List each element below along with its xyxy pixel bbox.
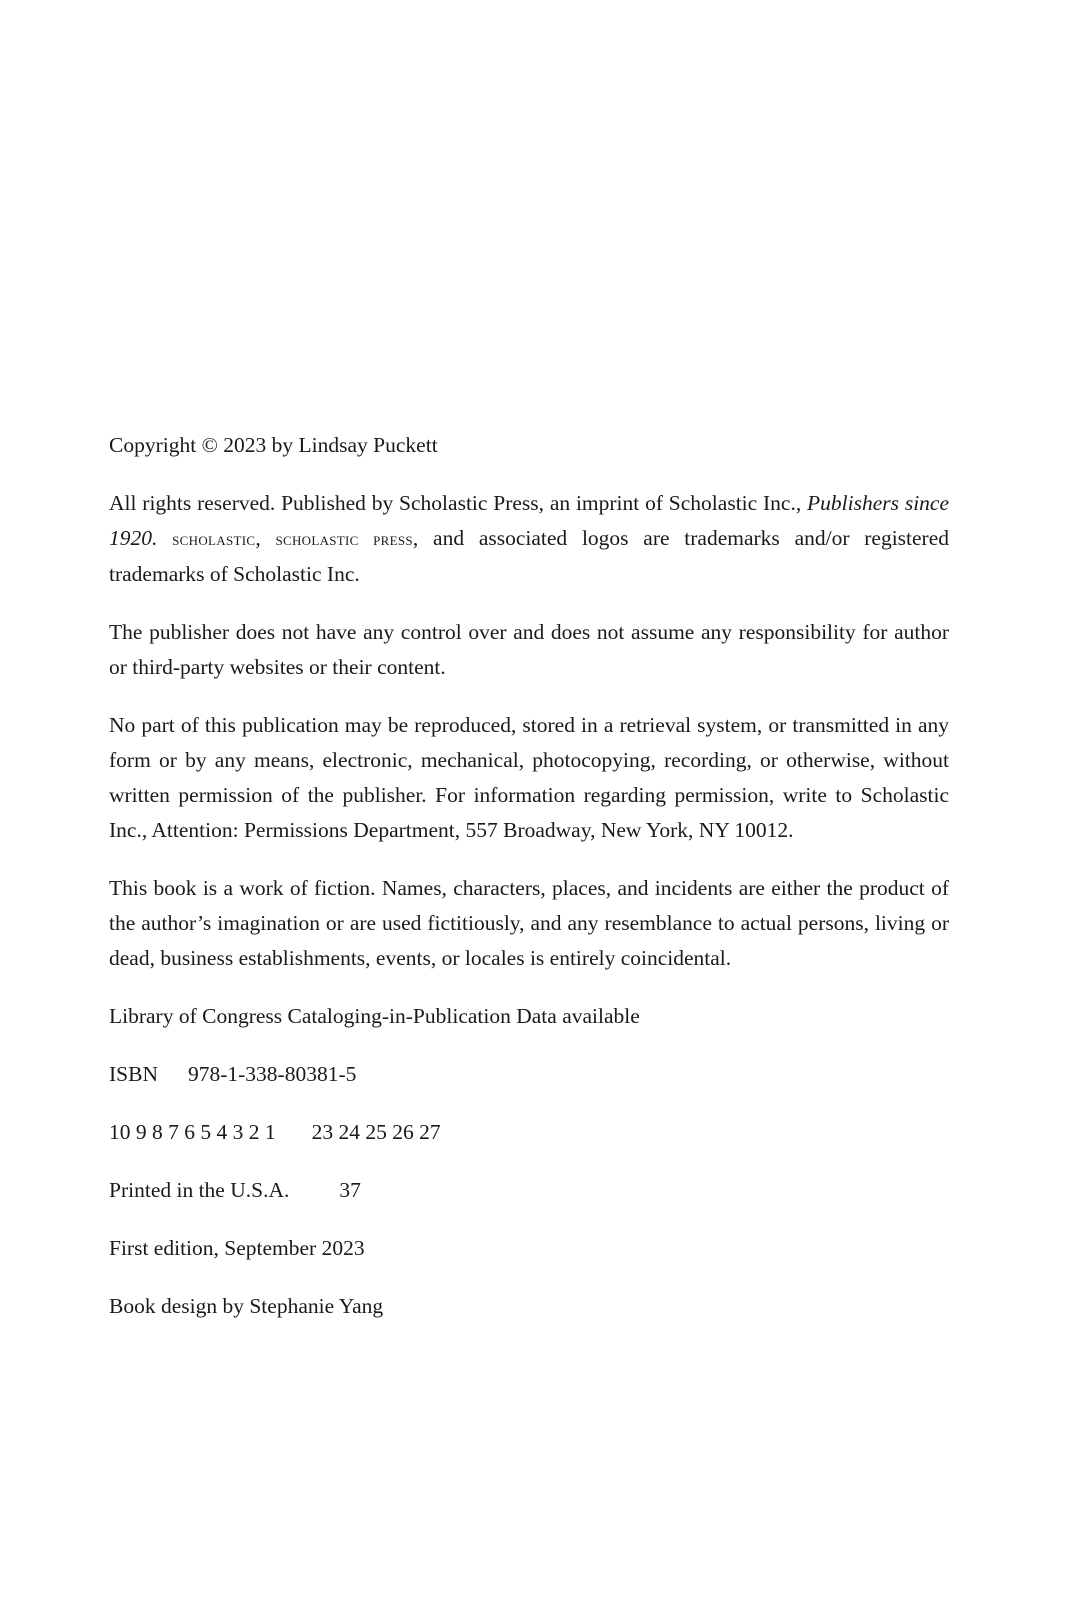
design-credit: Book design by Stephanie Yang: [109, 1294, 384, 1318]
isbn-label: ISBN: [109, 1062, 158, 1086]
isbn-value: 978-1-338-80381-5: [187, 1062, 357, 1086]
fiction-notice: This book is a work of fiction. Names, characters, places, and incidents are either the product of the author’s imagination or are used fictitiously, and any resemblance to actual persons, living or dead, business establishments, events, or locales is entirely coincidental.: [109, 876, 949, 970]
printing-years: 23 24 25 26 27: [311, 1120, 441, 1144]
printed-in: Printed in the U.S.A.: [109, 1178, 290, 1202]
rights-italic-publishers-since: Publishers since 1920.: [109, 491, 950, 550]
reproduction-notice: No part of this publication may be reproduced, stored in a retrieval system, or transmitted in any form or by any means, electronic, mechanical, photocopying, recording, or otherwise, without written permission of the publisher. For information regarding permission, write to Scholastic Inc., Attention: Permissions Department, 557 Broadway, New York, NY 10012.: [109, 713, 949, 842]
printer-code: 37: [339, 1178, 361, 1202]
rights-text-1: All rights reserved. Published by Scholastic Press, an imprint of Scholastic Inc.,: [109, 491, 808, 515]
edition-line: First edition, September 2023: [109, 1236, 365, 1260]
trademark-scholastic-press: scholastic press: [275, 529, 413, 550]
copyright-line: Copyright © 2023 by Lindsay Puckett: [109, 433, 438, 457]
printing-line: [109, 1115, 949, 1150]
isbn-line: [109, 1057, 949, 1092]
publisher-disclaimer: The publisher does not have any control over and does not assume any responsibility for author or third-party websites or their content.: [109, 620, 949, 679]
rights-text-2: , and associated logos are trademarks and/or registered trademarks of Scholastic Inc.: [109, 526, 950, 586]
rights-paragraph: All rights reserved. Published by Scholastic Press, an imprint of Scholastic Inc., Publishers since 1920. scholastic, scholastic press, and associated logos are trademarks and/or registered trademarks of Scholastic Inc.: [109, 491, 950, 586]
impression-line: 10 9 8 7 6 5 4 3 2 1: [109, 1120, 276, 1144]
copyright-text-block: [109, 428, 949, 1347]
trademark-scholastic: scholastic: [172, 529, 256, 550]
cip-line: Library of Congress Cataloging-in-Publication Data available: [109, 1004, 640, 1028]
printed-line: [109, 1173, 949, 1208]
